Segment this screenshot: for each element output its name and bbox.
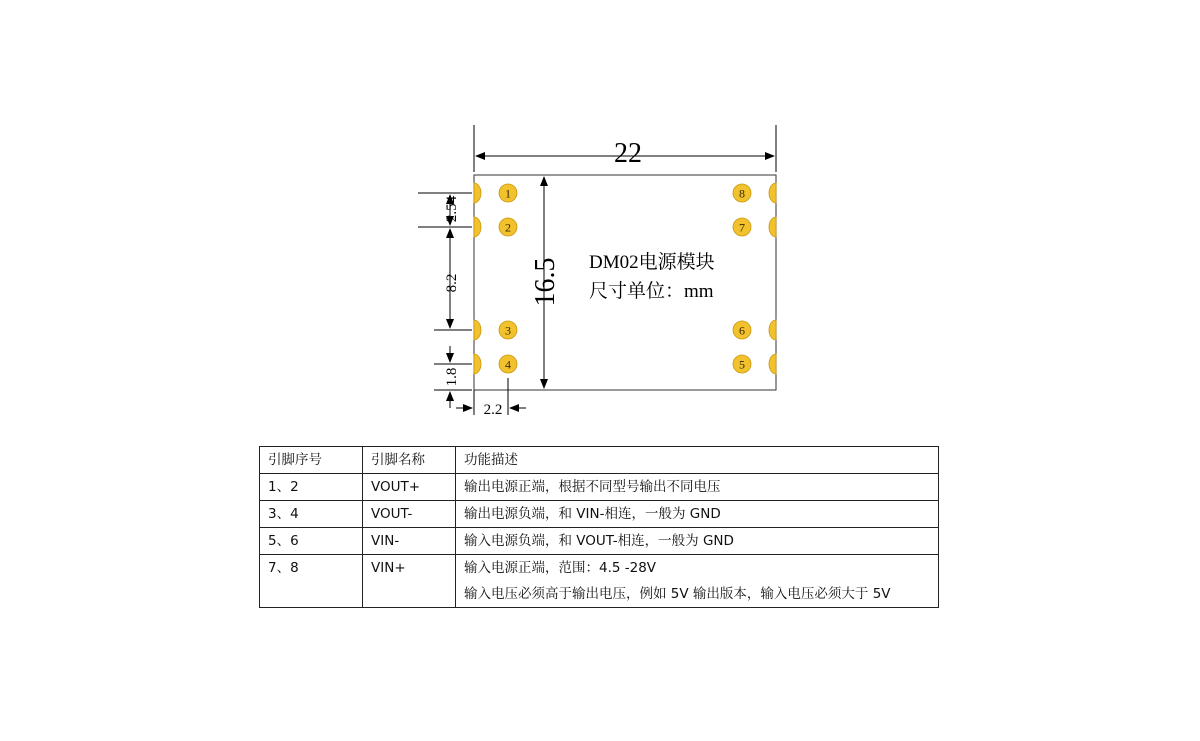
table-row [260, 501, 939, 528]
table-row [260, 474, 939, 501]
height-dimension-label: 16.5 [530, 257, 561, 307]
side-offset-label: 2.2 [483, 402, 503, 418]
pitch-dimension-label: 2.54 [444, 195, 460, 223]
function-cell: 输出电源负端，和 VIN-相连，一般为 GND [456, 501, 939, 528]
unit-label: 尺寸单位：mm [589, 281, 714, 302]
function-line-1: 输入电源正端，范围：4.5 -28V [464, 560, 657, 576]
pin-7 [733, 218, 751, 236]
header-pin-name: 引脚名称 [363, 447, 456, 474]
pin-number-cell: 5、6 [260, 528, 363, 555]
module-title: DM02电源模块 [589, 252, 715, 273]
svg-text:8: 8 [739, 186, 745, 201]
pin-name-cell: VIN- [363, 528, 456, 555]
pin-1 [499, 184, 517, 202]
svg-text:5: 5 [739, 357, 745, 372]
svg-text:2: 2 [505, 220, 511, 235]
bottom-offset-label: 1.8 [444, 367, 460, 387]
function-cell [456, 555, 939, 608]
width-dimension-label: 22 [614, 138, 642, 169]
svg-text:7: 7 [739, 220, 745, 235]
svg-text:3: 3 [505, 323, 511, 338]
gap-dimension-label: 8.2 [444, 273, 460, 293]
table-row [260, 555, 939, 608]
function-cell: 输出电源正端，根据不同型号输出不同电压 [456, 474, 939, 501]
header-function: 功能描述 [456, 447, 939, 474]
svg-text:4: 4 [505, 357, 511, 372]
header-pin-number: 引脚序号 [260, 447, 363, 474]
pin-5 [733, 355, 751, 373]
pin-4 [499, 355, 517, 373]
pin-name-cell: VOUT- [363, 501, 456, 528]
pin-name-cell: VIN+ [363, 555, 456, 608]
svg-text:1: 1 [505, 186, 511, 201]
pin-6 [733, 321, 751, 339]
svg-text:6: 6 [739, 323, 745, 338]
function-cell: 输入电源负端，和 VOUT-相连，一般为 GND [456, 528, 939, 555]
pin-number-cell: 3、4 [260, 501, 363, 528]
pin-8 [733, 184, 751, 202]
function-line-2: 输入电压必须高于输出电压，例如 5V 输出版本，输入电压必须大于 5V [464, 586, 891, 602]
pin-number-cell: 1、2 [260, 474, 363, 501]
pin-2 [499, 218, 517, 236]
pin-3 [499, 321, 517, 339]
pin-name-cell: VOUT+ [363, 474, 456, 501]
table-header-row [260, 447, 939, 474]
pin-function-table [259, 446, 939, 608]
table-row [260, 528, 939, 555]
pin-number-cell: 7、8 [260, 555, 363, 608]
